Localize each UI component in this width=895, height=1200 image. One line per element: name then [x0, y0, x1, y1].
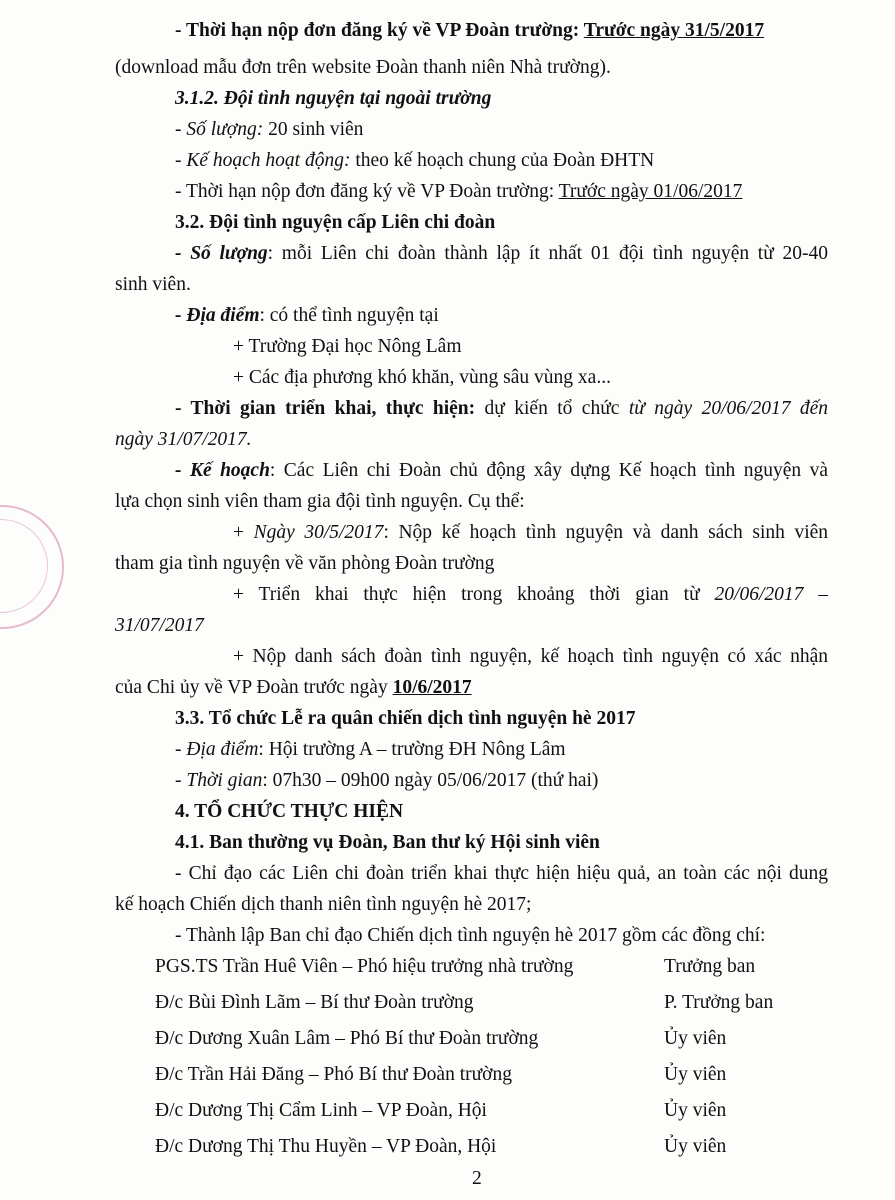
plan-item-3-text: của Chi ủy về VP Đoàn trước ngày — [115, 677, 393, 698]
timeframe-label: - Thời gian triển khai, thực hiện: — [175, 398, 476, 419]
timeframe-line — [175, 396, 828, 422]
location-line — [175, 303, 439, 329]
deadline-date-1: Trước ngày 31/5/2017 — [583, 20, 765, 41]
plan-item-3-cont — [115, 675, 472, 701]
directive-line-cont: kế hoạch Chiến dịch thanh niên tình nguyện hè 2017; — [115, 894, 532, 915]
committee-member-role: Ủy viên — [664, 1064, 727, 1085]
deadline-date-2: Trước ngày 01/06/2017 — [558, 181, 743, 202]
deadline-label-2: - Thời hạn nộp đơn đăng ký về VP Đoàn trường: — [175, 181, 559, 202]
quantity-line-3-1-2 — [175, 117, 363, 143]
committee-member-name: Đ/c Dương Thị Cẩm Linh – VP Đoàn, Hội — [155, 1100, 487, 1121]
plan-item-3: + Nộp danh sách đoàn tình nguyện, kế hoạch tình nguyện có xác nhận — [233, 646, 828, 667]
committee-member-role: Ủy viên — [664, 1100, 727, 1121]
deadline-line-1 — [175, 18, 764, 44]
heading-3-2: 3.2. Đội tình nguyện cấp Liên chi đoàn — [175, 212, 496, 233]
plan-item-1-cont: tham gia tình nguyện về văn phòng Đoàn trường — [115, 553, 495, 574]
plan-item-3-deadline: 10/6/2017 — [392, 677, 472, 698]
plan-line — [175, 458, 828, 484]
timeframe-dates: từ ngày 20/06/2017 đến — [628, 398, 828, 419]
ceremony-time-label: - Thời gian — [175, 770, 263, 791]
location-label: - Địa điểm — [175, 305, 260, 326]
deadline-line-2 — [175, 179, 742, 205]
committee-intro: - Thành lập Ban chỉ đạo Chiến dịch tình nguyện hè 2017 gồm các đồng chí: — [175, 925, 766, 946]
heading-4-1: 4.1. Ban thường vụ Đoàn, Ban thư ký Hội sinh viên — [175, 832, 600, 853]
activity-plan-value: theo kế hoạch chung của Đoàn ĐHTN — [350, 150, 655, 171]
ceremony-location-value: : Hội trường A – trường ĐH Nông Lâm — [258, 739, 566, 760]
quantity-line-3-2 — [175, 241, 828, 267]
plan-item-2-text: + Triển khai thực hiện trong khoảng thời gian từ — [233, 584, 715, 605]
download-note: (download mẫu đơn trên website Đoàn thanh niên Nhà trường). — [115, 57, 611, 78]
quantity-label: - Số lượng: — [175, 119, 264, 140]
heading-3-3: 3.3. Tổ chức Lễ ra quân chiến dịch tình nguyện hè 2017 — [175, 708, 636, 729]
committee-member-role: P. Trưởng ban — [664, 992, 774, 1013]
committee-member-name: Đ/c Bùi Đình Lãm – Bí thư Đoàn trường — [155, 992, 474, 1013]
directive-line: - Chỉ đạo các Liên chi đoàn triển khai thực hiện hiệu quả, an toàn các nội dung — [175, 863, 828, 884]
page-number: 2 — [472, 1168, 482, 1189]
heading-3-1-2: 3.1.2. Đội tình nguyện tại ngoài trường — [175, 88, 492, 109]
plan-text: : Các Liên chi Đoàn chủ động xây dựng Kế hoạch tình nguyện và — [269, 460, 828, 481]
plan-item-1-bullet: + — [233, 522, 254, 543]
location-item-1: + Trường Đại học Nông Lâm — [233, 336, 462, 357]
quantity-text-cont: sinh viên. — [115, 274, 191, 295]
plan-label: - Kế hoạch — [175, 460, 270, 481]
plan-item-1-text: : Nộp kế hoạch tình nguyện và danh sách sinh viên — [383, 522, 829, 543]
quantity-text: : mỗi Liên chi đoàn thành lập ít nhất 01 đội tình nguyện từ 20-40 — [267, 243, 828, 264]
activity-plan-line — [175, 148, 654, 174]
ceremony-location-line — [175, 737, 566, 763]
plan-item-1 — [233, 520, 828, 546]
timeframe-dates-cont: ngày 31/07/2017. — [115, 429, 252, 450]
official-stamp-seal — [0, 505, 64, 629]
location-item-2: + Các địa phương khó khăn, vùng sâu vùng xa... — [233, 367, 611, 388]
location-text: : có thể tình nguyện tại — [259, 305, 439, 326]
timeframe-text: dự kiến tổ chức — [475, 398, 629, 419]
committee-member-name: Đ/c Dương Thị Thu Huyền – VP Đoàn, Hội — [155, 1136, 497, 1157]
deadline-label-1: - Thời hạn nộp đơn đăng ký về VP Đoàn trường: — [175, 20, 584, 41]
committee-member-role: Ủy viên — [664, 1136, 727, 1157]
plan-item-1-date: Ngày 30/5/2017 — [253, 522, 384, 543]
ceremony-time-line — [175, 768, 598, 794]
heading-4: 4. TỔ CHỨC THỰC HIỆN — [175, 801, 404, 822]
committee-member-name: Đ/c Trần Hải Đăng – Phó Bí thư Đoàn trường — [155, 1064, 512, 1085]
committee-member-name: Đ/c Dương Xuân Lâm – Phó Bí thư Đoàn trường — [155, 1028, 539, 1049]
quantity-label-bold: - Số lượng — [175, 243, 268, 264]
plan-item-2-cont: 31/07/2017 — [115, 615, 204, 636]
plan-item-2 — [233, 582, 828, 608]
ceremony-time-value: : 07h30 – 09h00 ngày 05/06/2017 (thứ hai) — [262, 770, 599, 791]
activity-plan-label: - Kế hoạch hoạt động: — [175, 150, 351, 171]
ceremony-location-label: - Địa điểm — [175, 739, 259, 760]
committee-member-role: Trưởng ban — [664, 956, 756, 977]
plan-text-cont: lựa chọn sinh viên tham gia đội tình nguyện. Cụ thể: — [115, 491, 525, 512]
plan-item-2-date: 20/06/2017 – — [714, 584, 828, 605]
committee-member-role: Ủy viên — [664, 1028, 727, 1049]
quantity-value: 20 sinh viên — [263, 119, 364, 140]
committee-member-name: PGS.TS Trần Huê Viên – Phó hiệu trưởng nhà trường — [155, 956, 574, 977]
